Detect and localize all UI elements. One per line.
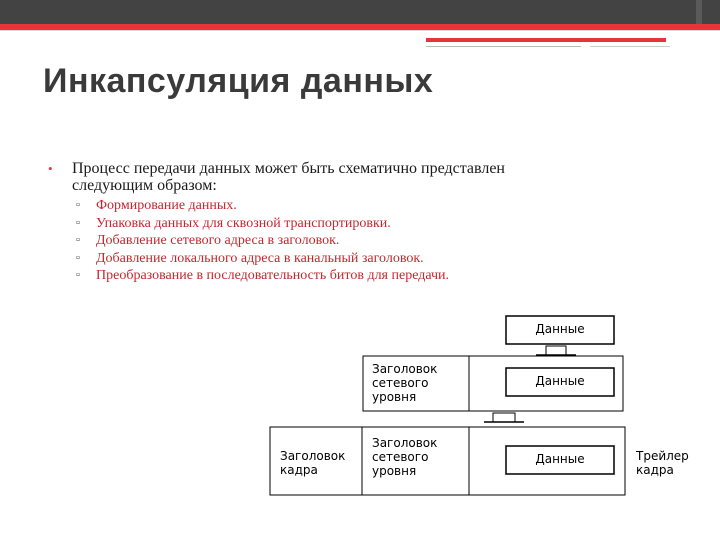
- level3-header-line3: уровня: [372, 464, 417, 478]
- level2-header-line3: уровня: [372, 390, 417, 404]
- connector-arrow-1: [536, 346, 576, 355]
- slide-title: Инкапсуляция данных: [43, 62, 434, 100]
- sub-bullet-text: Упаковка данных для сквозной транспортировки.: [96, 215, 391, 231]
- main-bullet-line-1: Процесс передачи данных может быть схематично представлен: [72, 160, 505, 177]
- level3-header-line2: сетевого: [372, 450, 429, 464]
- sub-bullet-icon: ▫: [76, 269, 80, 281]
- sub-bullet-text: Формирование данных.: [96, 198, 237, 213]
- level3-trailer-line2: кадра: [636, 463, 674, 477]
- level2-header-line1: Заголовок: [372, 362, 438, 376]
- level3-header-line1: Заголовок: [372, 436, 438, 450]
- level3-data-label: Данные: [535, 452, 585, 466]
- level3-frame-header-line2: кадра: [280, 463, 318, 477]
- sub-bullet-icon: ▫: [76, 199, 80, 211]
- sub-bullet-text: Преобразование в последовательность битов для передачи.: [96, 268, 450, 283]
- level1-data-label: Данные: [535, 322, 585, 336]
- connector-arrow-2: [484, 413, 524, 422]
- level2-data-label: Данные: [535, 374, 585, 388]
- level2-header-line2: сетевого: [372, 376, 429, 390]
- sub-bullet-text: Добавление локального адреса в канальный заголовок.: [96, 250, 424, 266]
- sub-bullet-icon: ▫: [76, 234, 80, 246]
- level3-frame-header-line1: Заголовок: [280, 449, 346, 463]
- main-bullet-line-2: следующим образом:: [72, 177, 217, 194]
- sub-bullet-icon: ▫: [76, 251, 80, 264]
- sub-bullet-text: Добавление сетевого адреса в заголовок.: [96, 233, 340, 248]
- bullet-icon: •: [48, 161, 53, 176]
- level3-trailer-line1: Трейлер: [636, 449, 689, 463]
- sub-bullet-icon: ▫: [76, 216, 80, 229]
